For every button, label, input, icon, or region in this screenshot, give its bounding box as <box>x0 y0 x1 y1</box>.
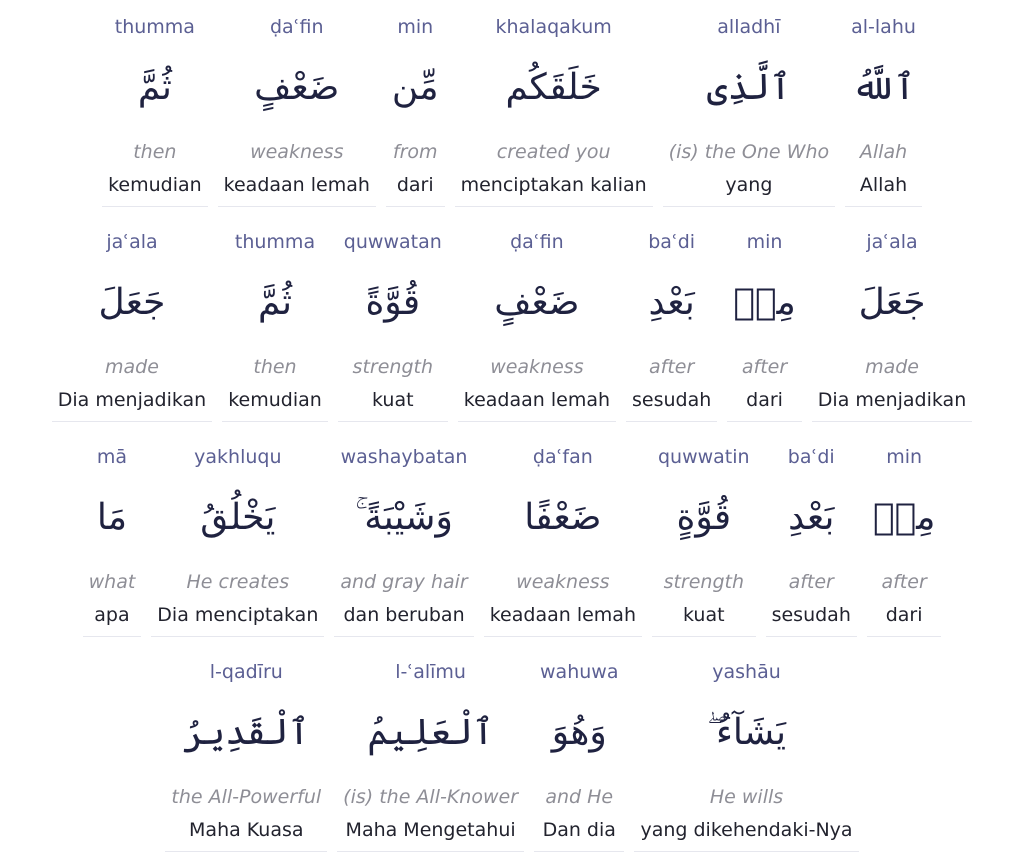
word-card <box>386 14 445 207</box>
transliteration: baʿdi <box>787 446 835 468</box>
arabic-word: جَعَلَ <box>98 282 166 323</box>
arabic-word: ضَعْفٍ <box>494 282 580 323</box>
english-meaning: created you <box>496 141 611 163</box>
english-meaning: the All-Powerful <box>171 786 322 808</box>
english-meaning: and gray hair <box>340 571 468 593</box>
verse-line-1 <box>0 14 1024 207</box>
indonesian-meaning: Maha Kuasa <box>189 819 304 841</box>
word-card <box>626 229 717 422</box>
transliteration: thumma <box>234 231 316 253</box>
word-card <box>663 14 835 207</box>
word-card <box>151 444 324 637</box>
arabic-word: بَعْدِ <box>648 282 695 323</box>
arabic-word: قُوَّةً <box>365 282 421 323</box>
indonesian-meaning: menciptakan kalian <box>460 174 647 196</box>
english-meaning: and He <box>545 786 614 808</box>
arabic-word: مِّن <box>391 67 439 108</box>
word-card <box>338 229 448 422</box>
english-meaning: He creates <box>186 571 290 593</box>
english-meaning: (is) the All-Knower <box>343 786 519 808</box>
transliteration: ḍaʿfin <box>270 16 324 38</box>
arabic-word: مِنۢ <box>872 497 936 538</box>
indonesian-meaning: dari <box>396 174 434 196</box>
indonesian-meaning: yang <box>725 174 773 196</box>
english-meaning: made <box>105 356 159 378</box>
word-card <box>83 444 142 637</box>
word-card <box>458 229 616 422</box>
indonesian-meaning: kuat <box>683 604 725 626</box>
word-card <box>845 14 922 207</box>
transliteration: min <box>886 446 923 468</box>
word-card <box>766 444 857 637</box>
word-card <box>52 229 212 422</box>
arabic-word: جَعَلَ <box>858 282 926 323</box>
indonesian-meaning: sesudah <box>771 604 851 626</box>
english-meaning: after <box>881 571 927 593</box>
word-card <box>334 444 473 637</box>
transliteration: baʿdi <box>648 231 696 253</box>
transliteration: ḍaʿfin <box>510 231 564 253</box>
transliteration: yakhluqu <box>194 446 282 468</box>
transliteration: min <box>397 16 434 38</box>
word-card <box>727 229 802 422</box>
indonesian-meaning: Maha Mengetahui <box>345 819 516 841</box>
english-meaning: what <box>88 571 136 593</box>
english-meaning: after <box>788 571 834 593</box>
indonesian-meaning: dari <box>746 389 783 411</box>
english-meaning: weakness <box>490 356 584 378</box>
transliteration: al-lahu <box>851 16 916 38</box>
english-meaning: (is) the One Who <box>668 141 830 163</box>
word-card <box>455 14 653 207</box>
indonesian-meaning: kemudian <box>228 389 322 411</box>
arabic-word: ضَعْفًا <box>524 497 602 538</box>
indonesian-meaning: Dia menjadikan <box>817 389 967 411</box>
indonesian-meaning: dan beruban <box>343 604 465 626</box>
arabic-word: بَعْدِ <box>788 497 835 538</box>
transliteration: jaʿala <box>106 231 158 253</box>
arabic-word: مِنۢ <box>733 282 796 323</box>
transliteration: quwwatin <box>657 446 750 468</box>
transliteration: khalaqakum <box>495 16 612 38</box>
word-card <box>634 659 858 852</box>
indonesian-meaning: keadaan lemah <box>489 604 636 626</box>
indonesian-meaning: kemudian <box>108 174 202 196</box>
arabic-word: ثُمَّ <box>258 282 292 323</box>
verse-line-2 <box>0 229 1024 422</box>
word-card <box>102 14 208 207</box>
indonesian-meaning: Allah <box>859 174 908 196</box>
word-card <box>652 444 756 637</box>
transliteration: l-qadīru <box>209 661 283 683</box>
indonesian-meaning: sesudah <box>632 389 712 411</box>
transliteration: l-ʿalīmu <box>395 661 466 683</box>
arabic-word: مَا <box>96 497 128 538</box>
verse-line-3 <box>0 444 1024 637</box>
english-meaning: after <box>741 356 788 378</box>
word-card <box>812 229 972 422</box>
arabic-word: خَلَقَكُم <box>505 67 602 108</box>
english-meaning: from <box>392 141 438 163</box>
arabic-word: قُوَّةٍ <box>676 497 732 538</box>
arabic-word: ضَعْفٍ <box>254 67 340 108</box>
english-meaning: strength <box>663 571 745 593</box>
arabic-word: يَخْلُقُ <box>200 497 276 538</box>
word-card <box>165 659 327 852</box>
transliteration: thumma <box>114 16 195 38</box>
transliteration: quwwatan <box>343 231 442 253</box>
english-meaning: made <box>865 356 919 378</box>
english-meaning: then <box>133 141 177 163</box>
english-meaning: weakness <box>250 141 344 163</box>
indonesian-meaning: Dia menjadikan <box>57 389 207 411</box>
english-meaning: then <box>253 356 297 378</box>
english-meaning: weakness <box>516 571 610 593</box>
indonesian-meaning: Dia menciptakan <box>157 604 319 626</box>
indonesian-meaning: yang dikehendaki-Nya <box>640 819 853 841</box>
transliteration: min <box>746 231 783 253</box>
verse-line-4 <box>0 659 1024 852</box>
indonesian-meaning: Dan dia <box>542 819 616 841</box>
word-card <box>337 659 524 852</box>
indonesian-meaning: keadaan lemah <box>223 174 370 196</box>
word-card <box>867 444 942 637</box>
arabic-word: ٱللَّهُ <box>851 67 916 108</box>
arabic-word: ٱلَّذِى <box>706 67 792 108</box>
indonesian-meaning: keadaan lemah <box>463 389 611 411</box>
transliteration: washaybatan <box>340 446 468 468</box>
transliteration: alladhī <box>717 16 781 38</box>
transliteration: mā <box>96 446 128 468</box>
word-card <box>484 444 642 637</box>
arabic-word: ٱلْقَدِيرُ <box>183 712 310 753</box>
transliteration: yashāu <box>712 661 781 683</box>
word-card <box>534 659 624 852</box>
arabic-word: وَشَيْبَةً ۚ <box>355 497 453 538</box>
word-card <box>218 14 376 207</box>
arabic-word: وَهُوَ <box>551 712 607 753</box>
transliteration: ḍaʿfan <box>532 446 593 468</box>
english-meaning: Allah <box>859 141 908 163</box>
word-card <box>222 229 328 422</box>
english-meaning: after <box>649 356 695 378</box>
english-meaning: strength <box>352 356 433 378</box>
arabic-word: ٱلْعَلِيمُ <box>367 712 494 753</box>
transliteration: wahuwa <box>540 661 619 683</box>
english-meaning: He wills <box>709 786 784 808</box>
arabic-word: ثُمَّ <box>137 67 172 108</box>
indonesian-meaning: apa <box>94 604 130 626</box>
indonesian-meaning: kuat <box>372 389 414 411</box>
transliteration: jaʿala <box>866 231 918 253</box>
arabic-word: يَشَآءُ ۖ <box>707 712 787 753</box>
indonesian-meaning: dari <box>885 604 923 626</box>
